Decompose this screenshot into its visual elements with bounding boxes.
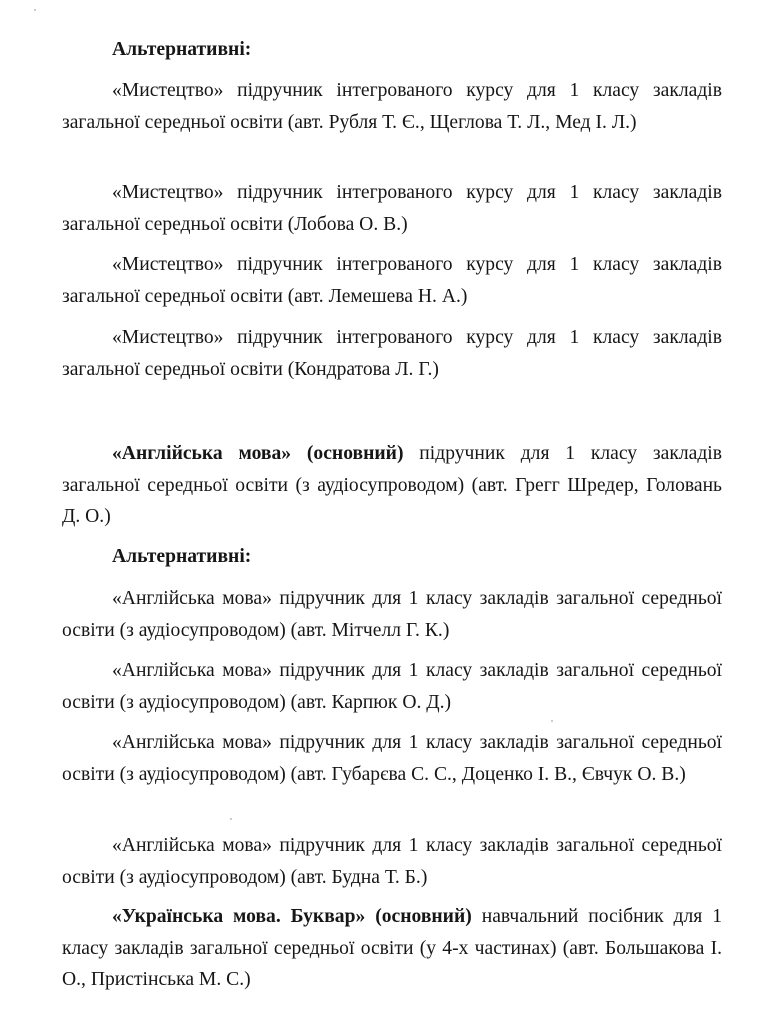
ukrainian-main-description: навчальний посібник для 1 класу закладів загальної середньої освіти (у 4-х частинах) (авт. Большакова І. О., Пристінська М. С.)	[62, 906, 722, 990]
scan-speck	[551, 720, 553, 722]
english-main-description: підручник для 1 класу закладів загальної середньої освіти (з аудіосупроводом) (авт. Грегг Шредер, Головань Д. О.)	[62, 443, 723, 527]
english-item-4: «Англійська мова» підручник для 1 класу закладів загальної середньої освіти (з аудіосупроводом) (авт. Будна Т. Б.)	[62, 835, 722, 888]
english-item-2: «Англійська мова» підручник для 1 класу закладів загальної середньої освіти (з аудіосупроводом) (авт. Карпюк О. Д.)	[62, 660, 722, 713]
ukrainian-main-title: «Українська мова. Буквар» (основний)	[112, 906, 472, 927]
art-item-1: «Мистецтво» підручник інтегрованого курсу для 1 класу закладів загальної середньої освіти (авт. Рубля Т. Є., Щеглова Т. Л., Мед І. Л.)	[62, 80, 722, 133]
ukrainian-main-entry	[62, 901, 722, 996]
english-main-title: «Англійська мова» (основний)	[112, 443, 404, 464]
alternatives-heading-art: Альтернативні:	[112, 39, 252, 60]
alternatives-heading-english: Альтернативні:	[112, 546, 252, 567]
english-item-3: «Англійська мова» підручник для 1 класу закладів загальної середньої освіти (з аудіосупроводом) (авт. Губарєва С. С., Доценко І. В., Євчук О. В.)	[62, 732, 722, 785]
english-item-1: «Англійська мова» підручник для 1 класу закладів загальної середньої освіти (з аудіосупроводом) (авт. Мітчелл Г. К.)	[62, 588, 722, 641]
art-item-4: «Мистецтво» підручник інтегрованого курсу для 1 класу закладів загальної середньої освіти (Кондратова Л. Г.)	[62, 327, 722, 380]
art-item-2: «Мистецтво» підручник інтегрованого курсу для 1 класу закладів загальної середньої освіти (Лобова О. В.)	[62, 182, 722, 235]
scan-speck	[230, 818, 232, 820]
scan-speck	[34, 9, 36, 11]
art-item-3: «Мистецтво» підручник інтегрованого курсу для 1 класу закладів загальної середньої освіти (авт. Лемешева Н. А.)	[62, 254, 722, 307]
english-main-entry	[62, 438, 722, 533]
